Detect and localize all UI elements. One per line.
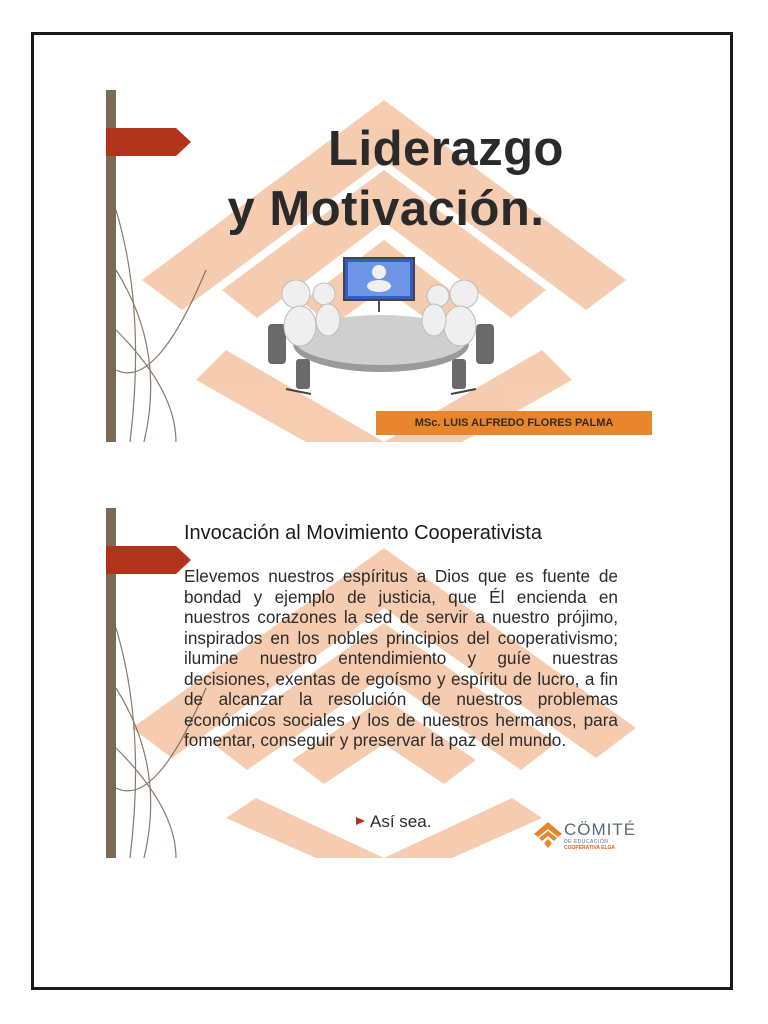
logo-org: COOPERATIVA ELGA (564, 845, 616, 851)
invocation-slide (106, 508, 662, 858)
slide-heading: Invocación al Movimiento Cooperativista (184, 522, 542, 544)
logo-subtitle: DE EDUCACIÓN (564, 839, 609, 845)
logo-mark-icon (534, 822, 562, 848)
slide-title-line2: y Motivación. (227, 182, 545, 236)
logo-name: CÖMITÉ (564, 820, 637, 839)
title-slide (106, 90, 662, 442)
closing-line (356, 812, 431, 832)
red-arrow-tab (106, 128, 191, 156)
comite-logo (534, 818, 644, 852)
invocation-text: Elevemos nuestros espíritus a Dios que es fuente de bondad y ejemplo de justicia, que Él encienda en nuestros corazones la sed de servir a nuestro prójimo, inspirados en los nobles principios del cooperativismo; ilumine nuestro entendimiento y guíe nuestras decisiones, exentas de egoísmo y espíritu de lucro, a fin de alcanzar la resolución de nuestros problemas económicos sociales y los de nuestros hermanos, para fomentar, conseguir y preservar la paz del mundo. (184, 566, 618, 750)
closing-text: Así sea. (370, 812, 432, 831)
author-banner: MSc. LUIS ALFREDO FLORES PALMA (376, 411, 652, 435)
arrow-bullet-icon (356, 817, 365, 825)
meeting-illustration (256, 254, 506, 404)
red-arrow-tab (106, 546, 191, 574)
slide-title-line1: Liderazgo (328, 122, 564, 176)
